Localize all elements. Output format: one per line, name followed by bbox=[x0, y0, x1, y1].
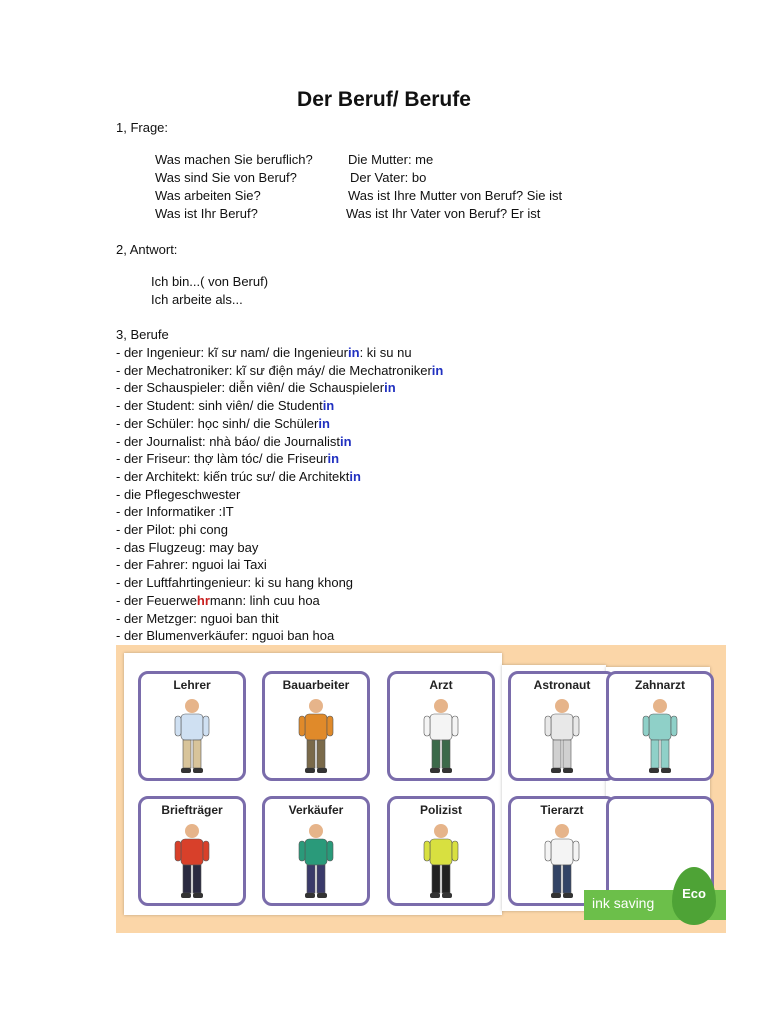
berufe-heading: 3, Berufe bbox=[116, 327, 169, 342]
teacher-icon bbox=[167, 696, 217, 776]
profession-card bbox=[387, 796, 495, 906]
berufe-item-text: - der Friseur: thợ làm tóc/ die Friseur bbox=[116, 451, 328, 467]
profession-card bbox=[606, 671, 714, 781]
berufe-item-highlight: in bbox=[431, 362, 444, 378]
berufe-item-highlight: in bbox=[349, 468, 361, 484]
profession-card-label: Zahnarzt bbox=[634, 678, 685, 692]
berufe-item-highlight: in bbox=[384, 380, 396, 396]
berufe-item-highlight: hr bbox=[196, 592, 210, 608]
berufe-item-text: - der Fahrer: nguoi lai Taxi bbox=[116, 557, 267, 573]
profession-card-label: Astronaut bbox=[533, 678, 591, 692]
berufe-item bbox=[116, 522, 228, 538]
berufe-item bbox=[116, 451, 339, 467]
berufe-item-highlight: in bbox=[340, 433, 352, 449]
berufe-item bbox=[116, 345, 412, 361]
profession-card bbox=[138, 796, 246, 906]
berufe-item-text: - der Schüler: học sinh/ die Schüler bbox=[116, 415, 319, 431]
profession-card-label: Arzt bbox=[429, 678, 453, 692]
profession-cards-image bbox=[116, 645, 726, 933]
berufe-item bbox=[116, 557, 267, 573]
berufe-item-text: - der Informatiker :IT bbox=[116, 504, 234, 520]
berufe-item-text: - der Ingenieur: kĩ sư nam/ die Ingenieur bbox=[116, 345, 348, 360]
berufe-item bbox=[116, 416, 330, 432]
berufe-item-text: : ki su nu bbox=[359, 345, 412, 360]
antwort-line: Ich bin...( von Beruf) bbox=[151, 274, 269, 289]
doctor-icon bbox=[416, 696, 466, 776]
berufe-item bbox=[116, 611, 279, 627]
berufe-item-text: - der Luftfahrtingenieur: ki su hang khong bbox=[116, 575, 354, 591]
ink-saving-label: ink saving bbox=[592, 895, 655, 911]
profession-card-label: Tierarzt bbox=[540, 803, 584, 817]
berufe-item-text: - der Mechatroniker: kĩ sư điện máy/ die Mechatroniker bbox=[116, 362, 432, 378]
berufe-item-highlight: in bbox=[318, 415, 330, 431]
profession-card bbox=[262, 796, 370, 906]
berufe-item bbox=[116, 487, 240, 503]
berufe-item bbox=[116, 380, 396, 396]
profession-card-label: Verkäufer bbox=[288, 803, 344, 817]
frage-right-line: Der Vater: bo bbox=[350, 170, 427, 185]
astronaut-icon bbox=[537, 696, 587, 776]
police-officer-icon bbox=[416, 821, 466, 901]
berufe-item-text: - der Student: sinh viên/ die Student bbox=[116, 398, 323, 414]
berufe-item-highlight: in bbox=[327, 451, 340, 467]
antwort-heading: 2, Antwort: bbox=[116, 242, 178, 257]
profession-card bbox=[138, 671, 246, 781]
profession-card-label: Polizist bbox=[419, 803, 462, 817]
frage-right-line: Was ist Ihre Mutter von Beruf? Sie ist bbox=[348, 188, 563, 203]
berufe-item-text: - der Schauspieler: diễn viên/ die Schauspieler bbox=[116, 380, 385, 396]
berufe-item bbox=[116, 398, 334, 414]
berufe-item-text: mann: linh cuu hoa bbox=[209, 592, 320, 608]
frage-right-line: Was ist Ihr Vater von Beruf? Er ist bbox=[346, 206, 541, 221]
profession-card bbox=[262, 671, 370, 781]
berufe-item bbox=[116, 628, 334, 644]
berufe-item bbox=[116, 540, 258, 556]
berufe-item-text: - die Pflegeschwester bbox=[116, 486, 241, 502]
profession-card-label: Bauarbeiter bbox=[282, 678, 350, 692]
antwort-line: Ich arbeite als... bbox=[151, 292, 243, 307]
profession-card bbox=[508, 671, 616, 781]
frage-heading: 1, Frage: bbox=[116, 120, 169, 135]
berufe-item-text: - das Flugzeug: may bay bbox=[116, 539, 259, 555]
postman-icon bbox=[167, 821, 217, 901]
berufe-item-text: - der Feuerwe bbox=[116, 592, 197, 608]
frage-left-line: Was machen Sie beruflich? bbox=[155, 152, 313, 167]
berufe-item bbox=[116, 434, 352, 450]
berufe-item-highlight: in bbox=[322, 398, 335, 414]
page-title: Der Beruf/ Berufe bbox=[297, 88, 471, 111]
berufe-item bbox=[116, 363, 443, 379]
shop-assistant-icon bbox=[291, 821, 341, 901]
berufe-item-text: - der Pilot: phi cong bbox=[116, 522, 229, 537]
frage-right-line: Die Mutter: me bbox=[348, 152, 434, 167]
frage-left-line: Was arbeiten Sie? bbox=[155, 188, 261, 203]
frage-left-line: Was ist Ihr Beruf? bbox=[155, 206, 258, 221]
profession-card bbox=[387, 671, 495, 781]
berufe-item-text: - der Architekt: kiến trúc sư/ die Architekt bbox=[116, 468, 350, 484]
berufe-item-text: - der Metzger: nguoi ban thit bbox=[116, 610, 279, 626]
berufe-item bbox=[116, 575, 353, 591]
construction-worker-icon bbox=[291, 696, 341, 776]
berufe-item bbox=[116, 593, 320, 609]
berufe-item bbox=[116, 469, 361, 485]
eco-label: Eco bbox=[682, 886, 706, 901]
profession-card-label: Lehrer bbox=[173, 678, 211, 692]
berufe-item-highlight: in bbox=[348, 345, 360, 360]
berufe-item-text: - der Blumenverkäufer: nguoi ban hoa bbox=[116, 628, 335, 644]
berufe-item-text: - der Journalist: nhà báo/ die Journalist bbox=[116, 433, 341, 449]
berufe-item bbox=[116, 504, 234, 520]
vet-with-dog-icon bbox=[537, 821, 587, 901]
profession-card-label: Briefträger bbox=[161, 803, 223, 817]
frage-left-line: Was sind Sie von Beruf? bbox=[155, 170, 297, 185]
dentist-icon bbox=[635, 696, 685, 776]
